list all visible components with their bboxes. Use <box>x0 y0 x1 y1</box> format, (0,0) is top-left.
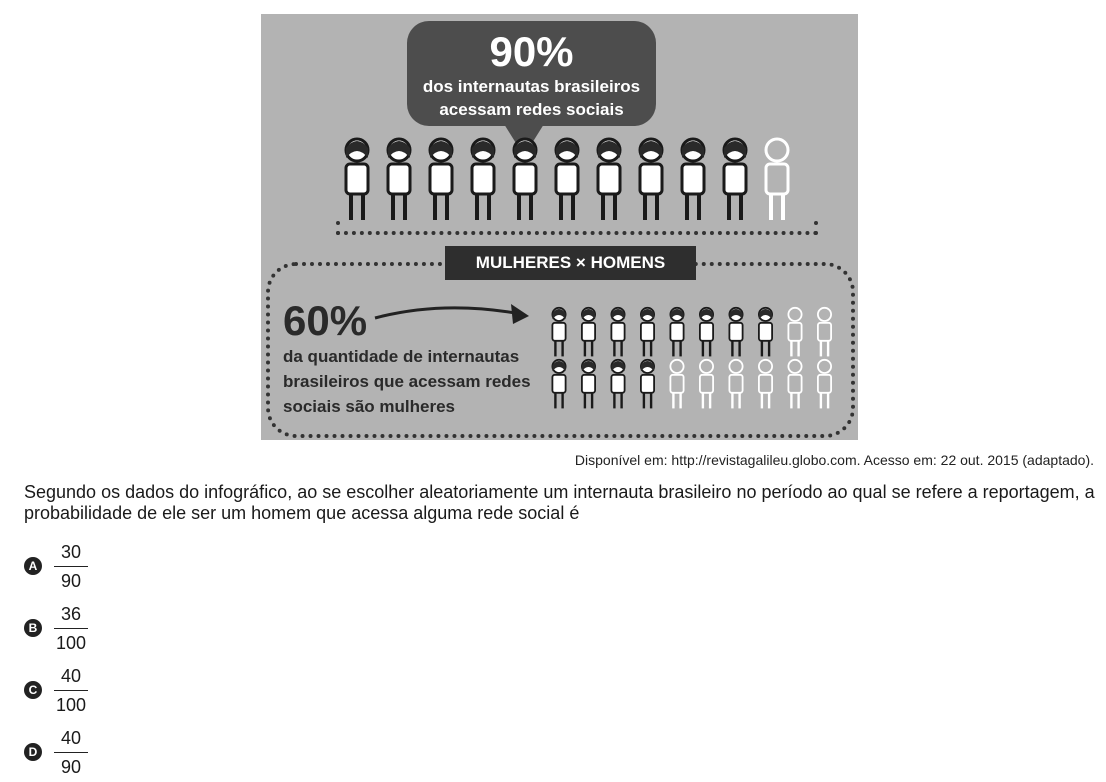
people-row-illustration <box>337 132 807 224</box>
person-outline-icon <box>670 360 683 409</box>
fraction-denominator: 100 <box>55 695 87 715</box>
person-outline-icon <box>818 360 831 409</box>
person-icon <box>611 308 624 357</box>
women-vs-men-badge: MULHERES × HOMENS <box>445 246 696 280</box>
person-outline-icon <box>759 360 772 409</box>
person-icon <box>759 308 772 357</box>
fraction-numerator: 36 <box>60 604 82 624</box>
option-fraction <box>54 664 88 717</box>
person-icon <box>641 360 654 409</box>
question-text: Segundo os dados do infográfico, ao se escolher aleatoriamente um internauta brasileiro no período ao qual se refere a reportagem, a probabilidade de ele ser um homem que acessa alguma rede social é <box>24 482 1095 523</box>
person-icon <box>729 308 742 357</box>
person-outline-icon <box>766 139 788 220</box>
dotted-separator <box>336 221 818 235</box>
person-icon <box>670 308 683 357</box>
person-icon <box>682 139 704 220</box>
fraction-bar <box>54 628 88 629</box>
person-outline-icon <box>818 308 831 357</box>
option-fraction <box>54 726 88 779</box>
fraction-denominator: 90 <box>60 571 82 591</box>
arrow-icon <box>373 300 533 330</box>
option-fraction <box>54 540 88 593</box>
option-letter-badge: C <box>24 681 42 699</box>
headline-percent: 90% <box>489 28 574 75</box>
person-icon <box>700 308 713 357</box>
fraction-bar <box>54 566 88 567</box>
women-description: da quantidade de internautas brasileiros que acessam redes sociais são mulheres <box>283 347 531 416</box>
option-letter-badge: D <box>24 743 42 761</box>
source-citation: Disponível em: http://revistagalileu.globo.com. Acesso em: 22 out. 2015 (adaptado). <box>574 452 1094 468</box>
headline-line-2: acessam redes sociais <box>439 100 624 119</box>
infographic <box>261 14 858 440</box>
person-icon <box>556 139 578 220</box>
person-icon <box>640 139 662 220</box>
option-fraction <box>54 602 88 655</box>
person-outline-icon <box>700 360 713 409</box>
person-icon <box>552 308 565 357</box>
person-outline-icon <box>729 360 742 409</box>
person-icon <box>346 139 368 220</box>
fraction-numerator: 40 <box>60 666 82 686</box>
option-letter-badge: B <box>24 619 42 637</box>
person-icon <box>582 308 595 357</box>
person-icon <box>552 360 565 409</box>
person-outline-icon <box>788 308 801 357</box>
person-icon <box>611 360 624 409</box>
headline-bubble <box>407 21 656 126</box>
person-icon <box>582 360 595 409</box>
headline-line-1: dos internautas brasileiros <box>422 77 641 96</box>
women-percent: 60% <box>283 297 368 344</box>
fraction-denominator: 100 <box>55 633 87 653</box>
person-icon <box>430 139 452 220</box>
option-letter-badge: A <box>24 557 42 575</box>
fraction-denominator: 90 <box>60 757 82 777</box>
person-icon <box>641 308 654 357</box>
person-icon <box>472 139 494 220</box>
fraction-bar <box>54 752 88 753</box>
person-icon <box>514 139 536 220</box>
person-icon <box>724 139 746 220</box>
fraction-numerator: 40 <box>60 728 82 748</box>
person-icon <box>598 139 620 220</box>
people-grid-illustration <box>547 306 837 416</box>
person-outline-icon <box>788 360 801 409</box>
fraction-bar <box>54 690 88 691</box>
fraction-numerator: 30 <box>60 542 82 562</box>
person-icon <box>388 139 410 220</box>
